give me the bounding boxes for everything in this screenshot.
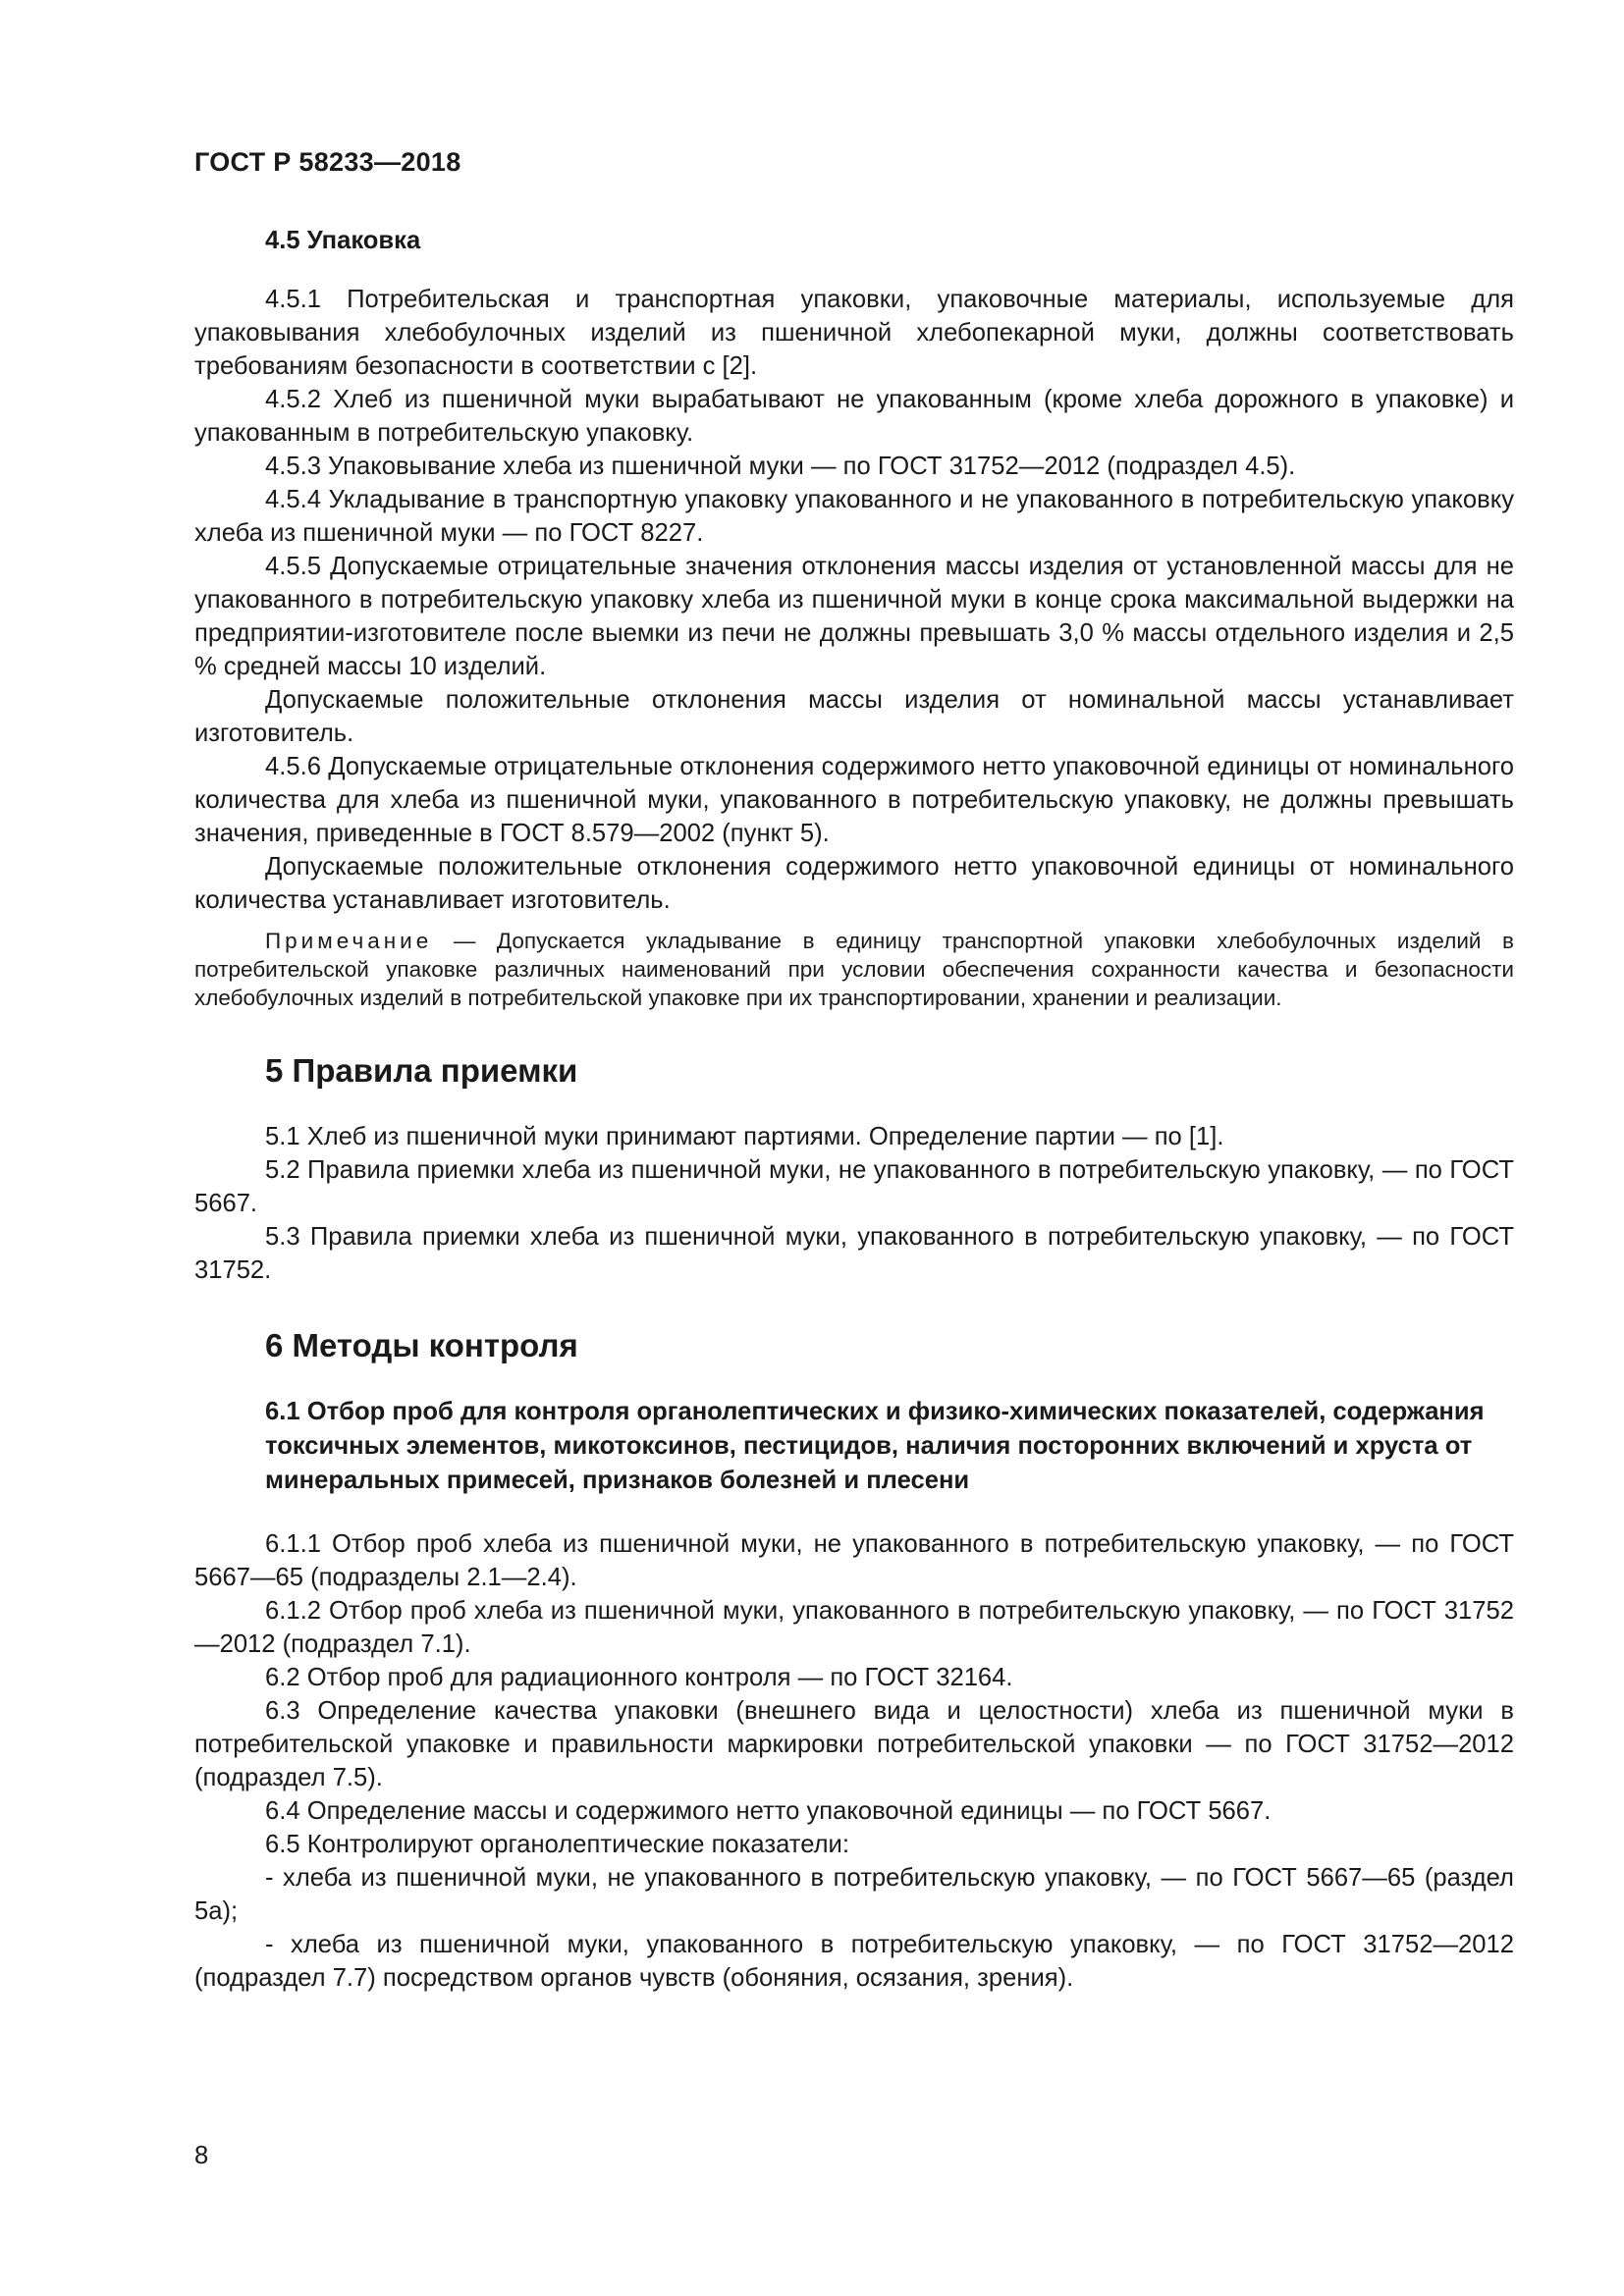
paragraph-4-5-5: 4.5.5 Допускаемые отрицательные значения отклонения массы изделия от установленной массы для не упакованного в потребительскую упаковку хлеба из пшеничной муки в конце срока максимальной выдержки на предприятии-изготовителе после выемки из печи не должны превышать 3,0 % массы отдельного изделия и 2,5 % средней массы 10 изделий. xyxy=(194,553,1514,680)
paragraph-4-5-2: 4.5.2 Хлеб из пшеничной муки вырабатывают не упакованным (кроме хлеба дорожного в упаковке) и упакованным в потребительскую упаковку. xyxy=(194,386,1514,447)
paragraph-4-5-6-positive: Допускаемые положительные отклонения содержимого нетто упаковочной единицы от номинального количества устанавливает изготовитель. xyxy=(194,853,1514,914)
paragraph-4-5-1: 4.5.1 Потребительская и транспортная упаковки, упаковочные материалы, используемые для упаковывания хлебобулочных изделий из пшеничной хлебопекарной муки, должны соответствовать требованиям безопасности в соответствии с [2]. xyxy=(194,286,1514,380)
paragraph-5-3: 5.3 Правила приемки хлеба из пшеничной муки, упакованного в потребительскую упаковку, — по ГОСТ 31752. xyxy=(194,1223,1514,1284)
paragraph-6-4: 6.4 Определение массы и содержимого нетто упаковочной единицы — по ГОСТ 5667. xyxy=(265,1797,1272,1825)
paragraph-6-2: 6.2 Отбор проб для радиационного контроля — по ГОСТ 32164. xyxy=(265,1664,1013,1691)
list-item-unpacked: - хлеба из пшеничной муки, не упакованного в потребительскую упаковку, — по ГОСТ 5667—65 (раздел 5а); xyxy=(194,1864,1514,1925)
paragraph-6-1-1: 6.1.1 Отбор проб хлеба из пшеничной муки, не упакованного в потребительскую упаковку, — по ГОСТ 5667—65 (подразделы 2.1—2.4). xyxy=(194,1530,1514,1591)
note-label: Примечание xyxy=(265,929,433,953)
note xyxy=(194,927,1514,1012)
page-number: 8 xyxy=(194,2142,209,2169)
paragraph-4-5-5-positive: Допускаемые положительные отклонения массы изделия от номинальной массы устанавливает изготовитель. xyxy=(194,686,1514,747)
paragraph-6-1-2: 6.1.2 Отбор проб хлеба из пшеничной муки, упакованного в потребительскую упаковку, — по ГОСТ 31752—2012 (подраздел 7.1). xyxy=(194,1597,1514,1658)
paragraph-6-3: 6.3 Определение качества упаковки (внешнего вида и целостности) хлеба из пшеничной муки в потребительской упаковке и правильности маркировки потребительской упаковки — по ГОСТ 31752—2012 (подраздел 7.5). xyxy=(194,1697,1514,1791)
section-5-title: 5 Правила приемки xyxy=(265,1052,578,1089)
paragraph-4-5-3: 4.5.3 Упаковывание хлеба из пшеничной муки — по ГОСТ 31752—2012 (подраздел 4.5). xyxy=(265,453,1296,480)
section-6-title: 6 Методы контроля xyxy=(265,1327,578,1363)
section-6-1-title: 6.1 Отбор проб для контроля органолептических и физико-химических показателей, содержания токсичных элементов, микотоксинов, пестицидов, наличия посторонних включений и хруста от минеральных примесей, признаков болезней и плесени xyxy=(265,1398,1485,1494)
paragraph-5-2: 5.2 Правила приемки хлеба из пшеничной муки, не упакованного в потребительскую упаковку, — по ГОСТ 5667. xyxy=(194,1156,1514,1217)
list-item-packed: - хлеба из пшеничной муки, упакованного в потребительскую упаковку, — по ГОСТ 31752—2012 (подраздел 7.7) посредством органов чувств (обоняния, осязания, зрения). xyxy=(194,1931,1514,1992)
paragraph-4-5-4: 4.5.4 Укладывание в транспортную упаковку упакованного и не упакованного в потребительскую упаковку хлеба из пшеничной муки — по ГОСТ 8227. xyxy=(194,486,1514,547)
section-4-5-title: 4.5 Упаковка xyxy=(265,227,421,254)
paragraph-6-5: 6.5 Контролируют органолептические показатели: xyxy=(265,1831,849,1858)
document-header: ГОСТ Р 58233—2018 xyxy=(194,147,461,177)
paragraph-5-1: 5.1 Хлеб из пшеничной муки принимают партиями. Определение партии — по [1]. xyxy=(265,1123,1224,1150)
page-content xyxy=(194,224,1514,1995)
note-text: — Допускается укладывание в единицу транспортной упаковки хлебобулочных изделий в потребительской упаковке различных наименований при условии обеспечения сохранности качества и безопасности хлебобулочных изделий в потребительской упаковке при их транспортировании, хранении и реализации. xyxy=(194,929,1514,1010)
paragraph-4-5-6: 4.5.6 Допускаемые отрицательные отклонения содержимого нетто упаковочной единицы от номинального количества для хлеба из пшеничной муки, упакованного в потребительскую упаковку, не должны превышать значения, приведенные в ГОСТ 8.579—2002 (пункт 5). xyxy=(194,753,1514,847)
